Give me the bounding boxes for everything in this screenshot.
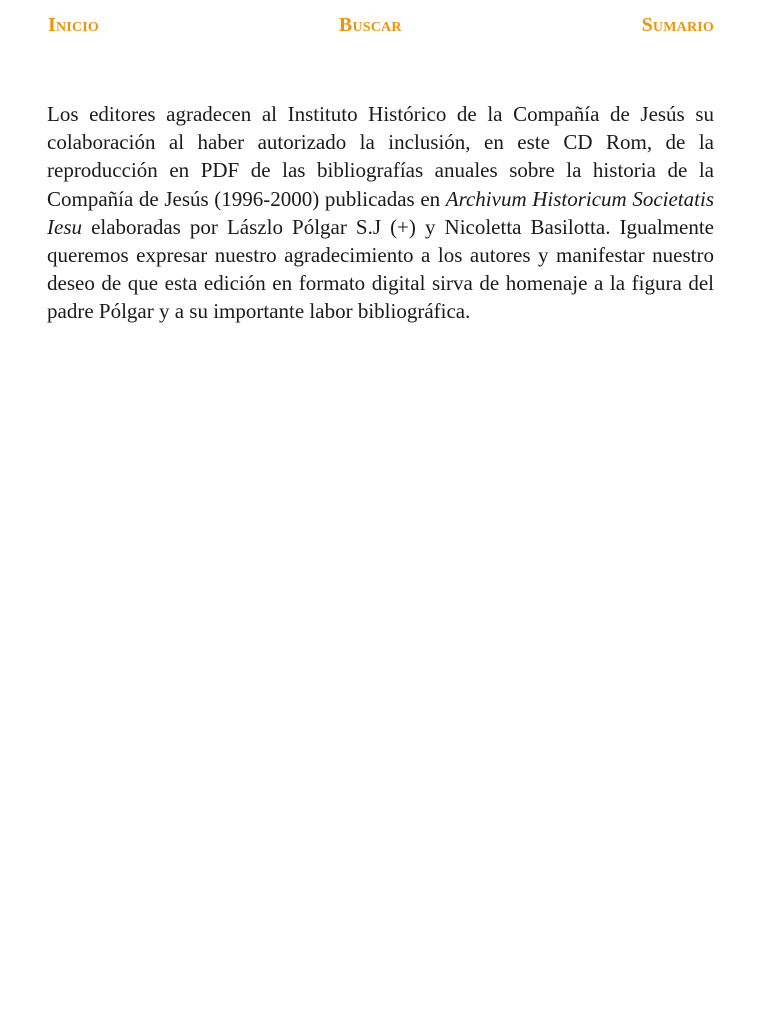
- inicio-link[interactable]: Inicio: [48, 13, 99, 36]
- paragraph-text-start: Los editores agradecen al Instituto Histórico de la Compañía de Jesús su colaboración al haber autorizado la inclusión, en este CD Rom, de la reproducción en PDF de las bibliografías anuales sobre la historia de la Compañía de Jesús (1996-2000) publicadas en: [47, 102, 714, 211]
- journal-title: Archivum Historicum Societatis Iesu: [47, 186, 714, 239]
- top-navigation: [48, 12, 714, 38]
- buscar-link[interactable]: Buscar: [338, 13, 402, 36]
- sumario-link[interactable]: Sumario: [641, 13, 714, 36]
- paragraph-text-end: elaboradas por Lászlo Pólgar S.J (+) y Nicoletta Basilotta. Igualmente queremos expresar nuestro agradecimiento a los autores y manifestar nuestro deseo de que esta edición en formato digital sirva de homenaje a la figura del padre Pólgar y a su importante labor bibliográfica.: [47, 214, 714, 324]
- acknowledgement-paragraph: [47, 100, 714, 326]
